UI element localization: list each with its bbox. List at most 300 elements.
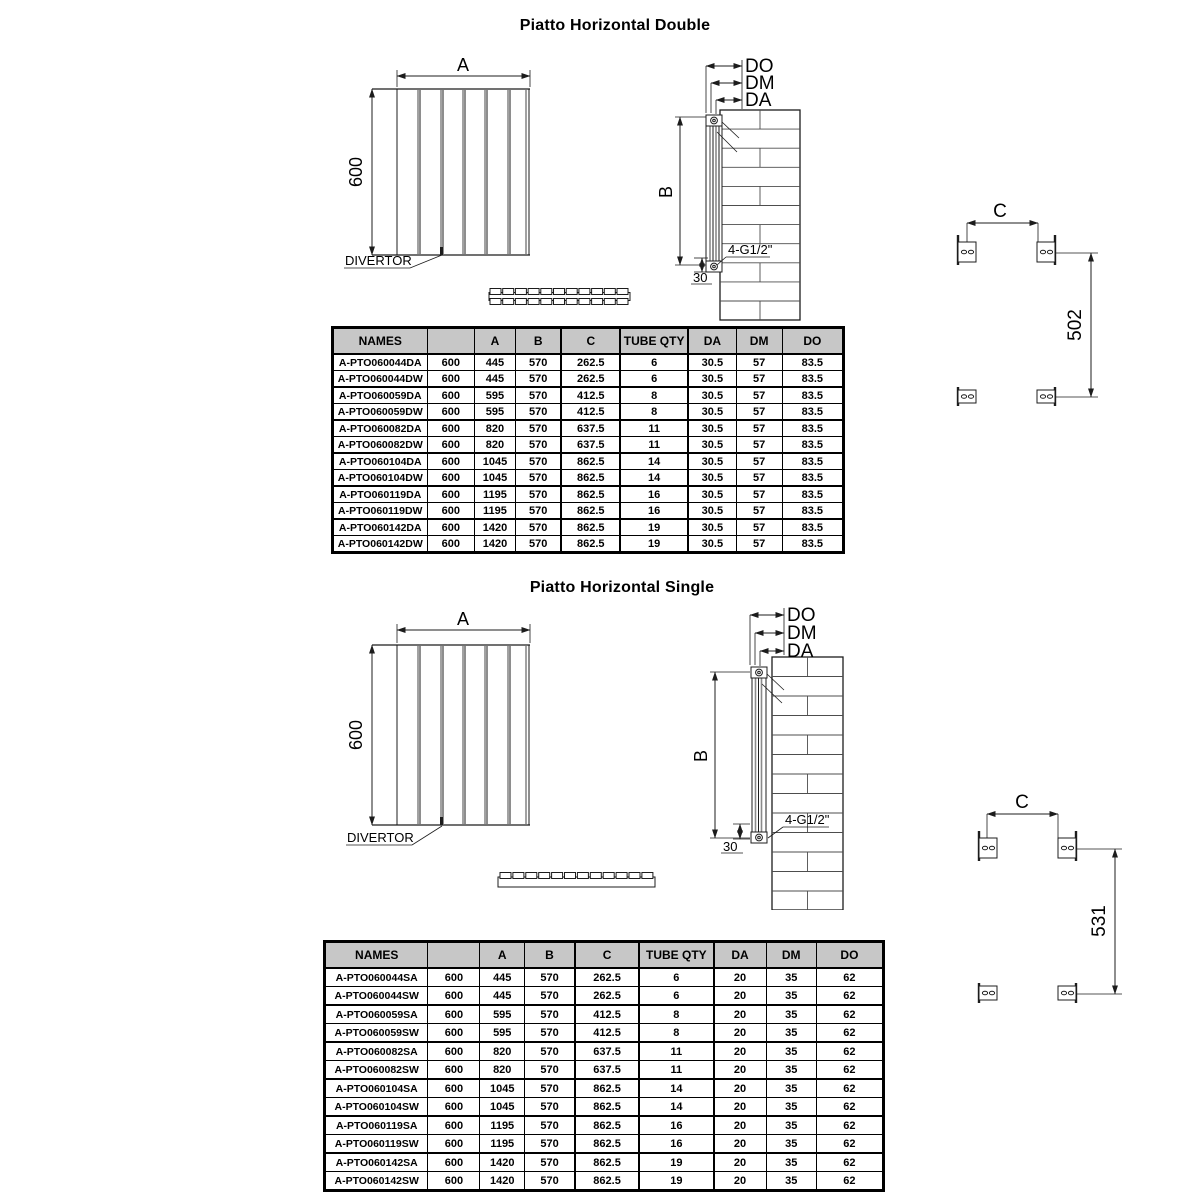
- table-cell: 57: [736, 354, 782, 371]
- table-cell: 83.5: [782, 437, 843, 454]
- table-cell: 600: [427, 354, 475, 371]
- divertor-mark: [440, 247, 443, 255]
- table-cell: 600: [427, 404, 475, 421]
- table-cell: 83.5: [782, 486, 843, 503]
- table-row: [333, 486, 844, 503]
- side-view-drawing-double: [650, 40, 890, 330]
- table-cell: 1420: [475, 519, 516, 536]
- wall-section: [720, 110, 800, 320]
- wall-bracket: [979, 983, 997, 1003]
- table-cell: 83.5: [782, 404, 843, 421]
- table-cell: 35: [766, 968, 816, 987]
- table-cell: 35: [766, 1172, 816, 1191]
- table-cell: A-PTO060082DW: [333, 437, 428, 454]
- table-cell: 862.5: [575, 1116, 639, 1135]
- table-cell: 1195: [475, 486, 516, 503]
- table-cell: A-PTO060044SW: [325, 987, 428, 1006]
- table-cell: 600: [428, 1098, 480, 1117]
- table-cell: 1045: [475, 453, 516, 470]
- table-cell: 570: [515, 354, 561, 371]
- panel-gaps: [418, 89, 529, 255]
- wall-bracket: [958, 387, 976, 406]
- table-cell: 30.5: [688, 503, 736, 520]
- col-header-da: DA: [688, 328, 736, 355]
- table-cell: 570: [525, 1079, 575, 1098]
- table-cell: 570: [515, 387, 561, 404]
- table-cell: 30.5: [688, 371, 736, 388]
- table-row: [333, 404, 844, 421]
- table-cell: 20: [714, 1005, 767, 1024]
- table-row: [333, 420, 844, 437]
- table-cell: 570: [525, 1135, 575, 1154]
- table-cell: A-PTO060059SA: [325, 1005, 428, 1024]
- table-cell: 1420: [480, 1172, 525, 1191]
- table-row: [325, 1024, 884, 1043]
- table-cell: 35: [766, 1079, 816, 1098]
- table-cell: 6: [639, 987, 713, 1006]
- table-cell: 30.5: [688, 536, 736, 553]
- table-cell: 570: [515, 486, 561, 503]
- table-cell: 570: [515, 371, 561, 388]
- table-row: [333, 387, 844, 404]
- table-row: [333, 470, 844, 487]
- table-cell: 1045: [475, 470, 516, 487]
- table-row: [325, 1098, 884, 1117]
- table-cell: 16: [620, 486, 688, 503]
- table-row: [325, 1172, 884, 1191]
- table-row: [325, 1116, 884, 1135]
- dim-label-30: 30: [723, 839, 738, 854]
- table-cell: A-PTO060142DA: [333, 519, 428, 536]
- col-header-tubeqty: TUBE QTY: [639, 942, 713, 969]
- table-row: [333, 519, 844, 536]
- table-cell: 20: [714, 1024, 767, 1043]
- divertor-label: DIVERTOR: [345, 253, 412, 268]
- table-cell: 62: [816, 1098, 883, 1117]
- table-cell: 11: [639, 1042, 713, 1061]
- table-cell: 600: [428, 1135, 480, 1154]
- table-cell: 600: [428, 1079, 480, 1098]
- table-cell: 35: [766, 1098, 816, 1117]
- table-cell: 862.5: [575, 1153, 639, 1172]
- table-cell: 57: [736, 404, 782, 421]
- table-row: [333, 354, 844, 371]
- dim-label-do: DO: [745, 56, 774, 77]
- table-cell: 35: [766, 987, 816, 1006]
- table-cell: 600: [427, 371, 475, 388]
- col-header-b: B: [525, 942, 575, 969]
- col-header-names: NAMES: [333, 328, 428, 355]
- front-view-drawing-single: [332, 600, 672, 895]
- table-cell: 1420: [480, 1153, 525, 1172]
- table-cell: 35: [766, 1042, 816, 1061]
- table-cell: 11: [639, 1061, 713, 1080]
- table-cell: 30.5: [688, 470, 736, 487]
- table-cell: 83.5: [782, 354, 843, 371]
- table-cell: 30.5: [688, 404, 736, 421]
- table-cell: 19: [639, 1153, 713, 1172]
- table-cell: 1195: [480, 1135, 525, 1154]
- table-cell: 83.5: [782, 536, 843, 553]
- table-cell: 262.5: [575, 987, 639, 1006]
- table-cell: 600: [428, 1042, 480, 1061]
- dim-label-502: 502: [1065, 309, 1086, 341]
- table-cell: 8: [620, 404, 688, 421]
- table-cell: A-PTO060044SA: [325, 968, 428, 987]
- table-cell: 862.5: [561, 536, 620, 553]
- col-header-c: C: [575, 942, 639, 969]
- table-cell: 412.5: [561, 387, 620, 404]
- table-cell: 600: [427, 536, 475, 553]
- wall-bracket: [1037, 235, 1055, 265]
- table-cell: 57: [736, 486, 782, 503]
- plan-view-double: [489, 289, 630, 305]
- dim-label-da: DA: [745, 90, 772, 111]
- table-cell: 83.5: [782, 470, 843, 487]
- table-cell: 20: [714, 1042, 767, 1061]
- table-cell: 820: [480, 1061, 525, 1080]
- table-cell: 600: [428, 1061, 480, 1080]
- table-cell: A-PTO060044DA: [333, 354, 428, 371]
- table-cell: 83.5: [782, 519, 843, 536]
- table-cell: 14: [639, 1098, 713, 1117]
- table-cell: 20: [714, 1172, 767, 1191]
- table-cell: 820: [475, 437, 516, 454]
- table-cell: 30.5: [688, 453, 736, 470]
- wall-bracket: [1037, 387, 1055, 406]
- table-cell: 57: [736, 453, 782, 470]
- dim-label-a: A: [456, 609, 470, 629]
- table-cell: 862.5: [575, 1098, 639, 1117]
- bracket-layout-double: [928, 188, 1153, 420]
- table-cell: 57: [736, 371, 782, 388]
- wall-bracket: [979, 831, 997, 861]
- table-cell: 637.5: [561, 437, 620, 454]
- table-cell: A-PTO060082SA: [325, 1042, 428, 1061]
- table-header-row: [325, 942, 884, 969]
- table-cell: 20: [714, 1079, 767, 1098]
- table-cell: 262.5: [561, 371, 620, 388]
- table-cell: 1195: [480, 1116, 525, 1135]
- section-title-double: Piatto Horizontal Double: [519, 17, 711, 34]
- table-cell: 35: [766, 1061, 816, 1080]
- dim-label-30: 30: [693, 270, 708, 285]
- table-cell: A-PTO060119DW: [333, 503, 428, 520]
- table-cell: A-PTO060059DW: [333, 404, 428, 421]
- table-cell: 30.5: [688, 437, 736, 454]
- table-cell: 62: [816, 1116, 883, 1135]
- col-header-dm: DM: [766, 942, 816, 969]
- table-cell: A-PTO060059SW: [325, 1024, 428, 1043]
- table-cell: 6: [639, 968, 713, 987]
- table-cell: A-PTO060059DA: [333, 387, 428, 404]
- col-header-do: DO: [816, 942, 883, 969]
- table-cell: 862.5: [561, 503, 620, 520]
- spec-table-double: [331, 326, 845, 554]
- col-header-a: A: [480, 942, 525, 969]
- table-cell: 19: [620, 519, 688, 536]
- table-cell: 1195: [475, 503, 516, 520]
- dim-label-dm: DM: [787, 623, 817, 644]
- dim-label-do: DO: [787, 605, 816, 626]
- table-cell: 600: [427, 470, 475, 487]
- table-cell: A-PTO060119SW: [325, 1135, 428, 1154]
- table-cell: 20: [714, 1061, 767, 1080]
- col-header-c: C: [561, 328, 620, 355]
- table-cell: 11: [620, 420, 688, 437]
- table-cell: A-PTO060104SW: [325, 1098, 428, 1117]
- table-cell: 62: [816, 1042, 883, 1061]
- table-cell: 862.5: [561, 519, 620, 536]
- table-cell: 637.5: [561, 420, 620, 437]
- table-cell: 83.5: [782, 371, 843, 388]
- table-cell: A-PTO060082SW: [325, 1061, 428, 1080]
- table-cell: 83.5: [782, 453, 843, 470]
- table-cell: A-PTO060142SA: [325, 1153, 428, 1172]
- table-cell: 62: [816, 1172, 883, 1191]
- dim-label-a: A: [456, 55, 470, 75]
- table-cell: 570: [515, 453, 561, 470]
- wall-bracket: [1058, 983, 1076, 1003]
- table-cell: 57: [736, 470, 782, 487]
- table-cell: A-PTO060104DA: [333, 453, 428, 470]
- table-cell: 600: [428, 1153, 480, 1172]
- table-cell: 57: [736, 437, 782, 454]
- table-cell: 600: [427, 503, 475, 520]
- wall-section: [772, 657, 843, 910]
- table-cell: 62: [816, 1024, 883, 1043]
- table-cell: 570: [515, 470, 561, 487]
- table-cell: 570: [515, 420, 561, 437]
- connection-callout: 4-G1/2": [785, 812, 830, 827]
- table-row: [325, 1042, 884, 1061]
- table-cell: 16: [620, 503, 688, 520]
- table-cell: 30.5: [688, 387, 736, 404]
- dim-label-da: DA: [787, 641, 814, 662]
- table-cell: 862.5: [575, 1135, 639, 1154]
- table-cell: 595: [480, 1005, 525, 1024]
- table-cell: 19: [639, 1172, 713, 1191]
- table-cell: 570: [525, 1153, 575, 1172]
- col-header-do: DO: [782, 328, 843, 355]
- table-row: [325, 1135, 884, 1154]
- table-cell: 8: [639, 1005, 713, 1024]
- dim-label-dm: DM: [745, 73, 775, 94]
- wall-bracket: [1058, 831, 1076, 861]
- table-row: [333, 437, 844, 454]
- table-cell: 412.5: [575, 1005, 639, 1024]
- table-cell: 570: [525, 1024, 575, 1043]
- section-title-single: Piatto Horizontal Single: [529, 579, 715, 596]
- table-cell: 570: [525, 1005, 575, 1024]
- table-cell: 595: [475, 387, 516, 404]
- table-cell: 445: [480, 987, 525, 1006]
- table-cell: 6: [620, 354, 688, 371]
- table-cell: 600: [427, 519, 475, 536]
- table-cell: 570: [515, 503, 561, 520]
- col-header-da: DA: [714, 942, 767, 969]
- table-cell: 16: [639, 1116, 713, 1135]
- dim-label-b: B: [656, 185, 676, 199]
- table-cell: 412.5: [575, 1024, 639, 1043]
- table-cell: 62: [816, 1005, 883, 1024]
- table-cell: 30.5: [688, 519, 736, 536]
- connection-callout: 4-G1/2": [728, 242, 773, 257]
- table-cell: 16: [639, 1135, 713, 1154]
- table-cell: 35: [766, 1116, 816, 1135]
- table-cell: A-PTO060142DW: [333, 536, 428, 553]
- table-cell: 35: [766, 1024, 816, 1043]
- table-cell: 14: [620, 470, 688, 487]
- table-cell: 14: [620, 453, 688, 470]
- table-cell: 1420: [475, 536, 516, 553]
- table-cell: 6: [620, 371, 688, 388]
- table-cell: 600: [427, 453, 475, 470]
- table-cell: 8: [639, 1024, 713, 1043]
- table-cell: 62: [816, 968, 883, 987]
- col-header-blank: [427, 328, 475, 355]
- table-cell: 445: [475, 354, 516, 371]
- table-cell: 30.5: [688, 420, 736, 437]
- table-cell: 570: [525, 1172, 575, 1191]
- col-header-tubeqty: TUBE QTY: [620, 328, 688, 355]
- dim-label-600: 600: [346, 719, 366, 751]
- table-cell: 57: [736, 387, 782, 404]
- dim-label-c: C: [1015, 792, 1029, 813]
- table-cell: A-PTO060104DW: [333, 470, 428, 487]
- table-row: [333, 453, 844, 470]
- plan-view-single: [498, 873, 655, 888]
- table-cell: A-PTO060104SA: [325, 1079, 428, 1098]
- divertor-label: DIVERTOR: [347, 830, 414, 845]
- table-cell: 20: [714, 1116, 767, 1135]
- divertor-mark: [440, 817, 443, 825]
- table-row: [325, 987, 884, 1006]
- table-cell: 595: [475, 404, 516, 421]
- table-cell: 1045: [480, 1079, 525, 1098]
- table-cell: 19: [620, 536, 688, 553]
- bracket-layout-single: [938, 778, 1168, 1020]
- table-row: [325, 1005, 884, 1024]
- col-header-dm: DM: [736, 328, 782, 355]
- table-header-row: [333, 328, 844, 355]
- table-cell: 11: [620, 437, 688, 454]
- table-cell: 600: [428, 1024, 480, 1043]
- table-row: [325, 1079, 884, 1098]
- table-row: [325, 1061, 884, 1080]
- table-cell: 14: [639, 1079, 713, 1098]
- table-cell: 35: [766, 1153, 816, 1172]
- table-cell: 600: [428, 968, 480, 987]
- table-cell: 62: [816, 1135, 883, 1154]
- table-cell: 445: [475, 371, 516, 388]
- table-cell: 570: [515, 437, 561, 454]
- table-cell: 862.5: [575, 1172, 639, 1191]
- table-cell: 600: [427, 486, 475, 503]
- col-header-a: A: [475, 328, 516, 355]
- table-cell: 62: [816, 987, 883, 1006]
- table-cell: 820: [480, 1042, 525, 1061]
- table-cell: 862.5: [561, 486, 620, 503]
- table-cell: 600: [428, 987, 480, 1006]
- col-header-b: B: [515, 328, 561, 355]
- side-view-drawing-single: [688, 588, 918, 910]
- table-cell: 20: [714, 1153, 767, 1172]
- table-row: [333, 371, 844, 388]
- table-cell: 600: [428, 1116, 480, 1135]
- table-cell: 57: [736, 420, 782, 437]
- table-cell: 600: [427, 387, 475, 404]
- table-cell: 62: [816, 1079, 883, 1098]
- table-cell: 57: [736, 536, 782, 553]
- table-cell: 570: [525, 1116, 575, 1135]
- table-cell: 57: [736, 503, 782, 520]
- table-cell: 570: [525, 1042, 575, 1061]
- table-cell: 8: [620, 387, 688, 404]
- table-row: [325, 968, 884, 987]
- table-cell: 862.5: [561, 453, 620, 470]
- table-cell: 637.5: [575, 1061, 639, 1080]
- table-cell: 83.5: [782, 420, 843, 437]
- table-cell: 570: [525, 987, 575, 1006]
- table-cell: 570: [525, 968, 575, 987]
- table-cell: 62: [816, 1153, 883, 1172]
- table-cell: 20: [714, 1098, 767, 1117]
- spec-table-single: [323, 940, 885, 1192]
- front-view-drawing-double: [332, 50, 652, 312]
- dim-label-b: B: [691, 749, 711, 763]
- table-cell: A-PTO060082DA: [333, 420, 428, 437]
- table-cell: 30.5: [688, 486, 736, 503]
- table-cell: 595: [480, 1024, 525, 1043]
- table-cell: 637.5: [575, 1042, 639, 1061]
- table-cell: 83.5: [782, 503, 843, 520]
- table-cell: 862.5: [561, 470, 620, 487]
- table-cell: 35: [766, 1135, 816, 1154]
- dim-label-600: 600: [346, 156, 366, 188]
- table-cell: 262.5: [575, 968, 639, 987]
- dim-label-531: 531: [1089, 905, 1110, 937]
- table-cell: 570: [515, 519, 561, 536]
- table-cell: 20: [714, 968, 767, 987]
- table-cell: 600: [427, 420, 475, 437]
- table-cell: 20: [714, 987, 767, 1006]
- table-cell: A-PTO060044DW: [333, 371, 428, 388]
- table-row: [333, 536, 844, 553]
- table-cell: A-PTO060142SW: [325, 1172, 428, 1191]
- table-cell: 600: [428, 1172, 480, 1191]
- table-cell: 20: [714, 1135, 767, 1154]
- table-cell: 445: [480, 968, 525, 987]
- table-cell: 820: [475, 420, 516, 437]
- table-cell: 570: [515, 404, 561, 421]
- table-cell: 83.5: [782, 387, 843, 404]
- table-cell: 57: [736, 519, 782, 536]
- table-cell: 262.5: [561, 354, 620, 371]
- table-cell: 1045: [480, 1098, 525, 1117]
- table-cell: 600: [428, 1005, 480, 1024]
- table-row: [333, 503, 844, 520]
- panel-gaps: [418, 645, 529, 825]
- table-cell: 570: [515, 536, 561, 553]
- table-row: [325, 1153, 884, 1172]
- table-cell: 30.5: [688, 354, 736, 371]
- table-cell: 862.5: [575, 1079, 639, 1098]
- col-header-names: NAMES: [325, 942, 428, 969]
- table-cell: 570: [525, 1098, 575, 1117]
- table-cell: 62: [816, 1061, 883, 1080]
- table-cell: A-PTO060119SA: [325, 1116, 428, 1135]
